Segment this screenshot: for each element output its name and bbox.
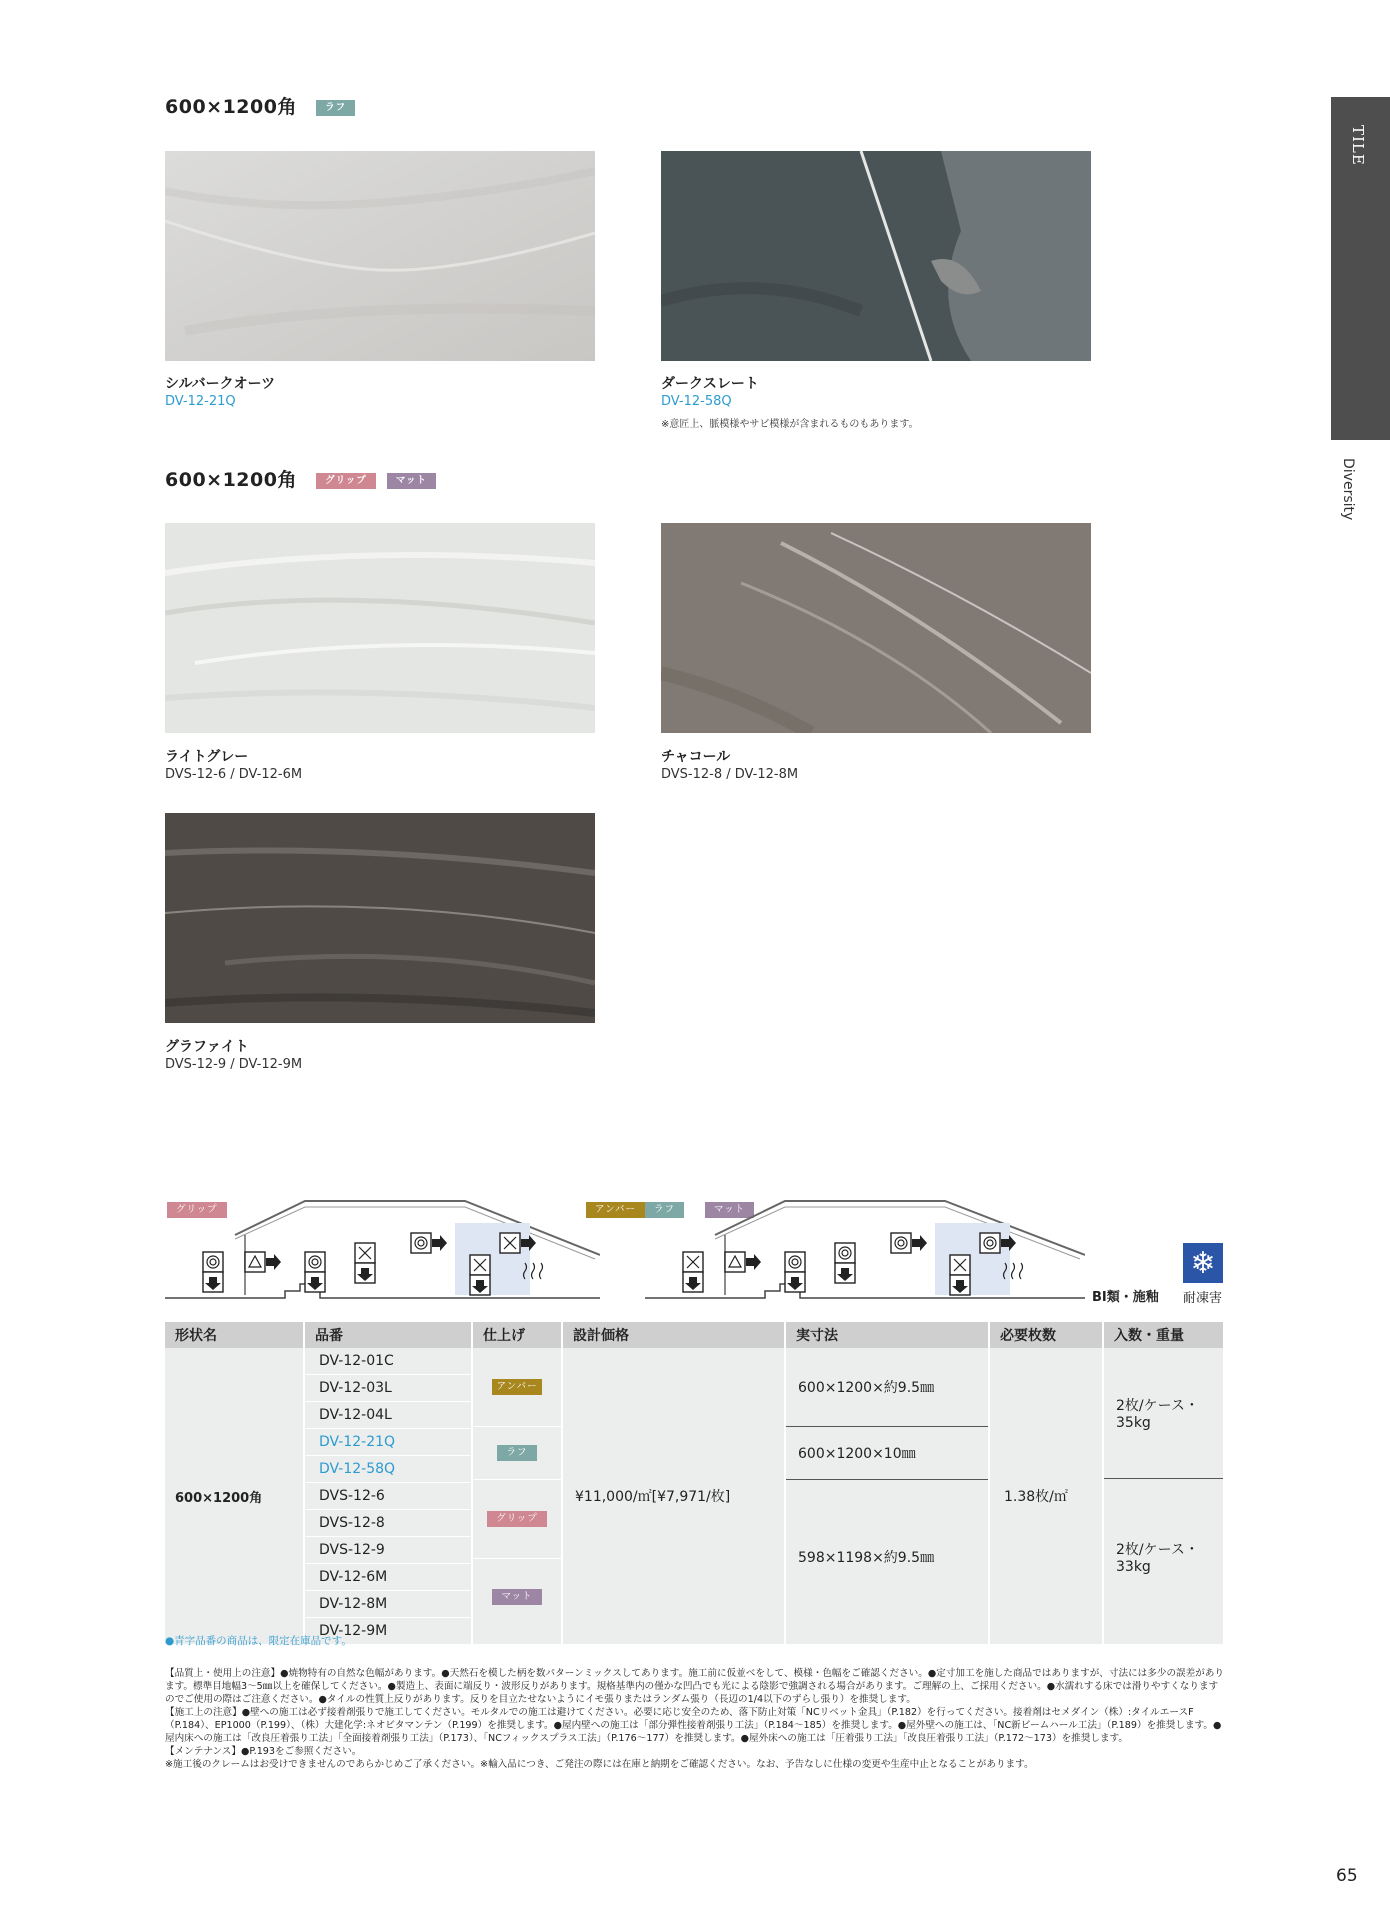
tile-swatch-silver-quartz [165,151,595,361]
tile-swatch-dark-slate [661,151,1091,361]
side-tab-label: TILE [1349,125,1367,166]
packing-value: 2枚/ケース・33kg [1116,1541,1199,1575]
table-code: DV-12-9M [319,1623,388,1639]
usage-tag-grip: グリップ [167,1202,227,1218]
size-cell [785,1348,989,1644]
tile-swatch-light-grey [165,523,595,733]
shape-cell: 600×1200角 [165,1348,304,1644]
finish-tag-grip: グリップ [316,473,376,489]
product-note: ※意匠上、脈模様やサビ模様が含まれるものもあります。 [661,419,919,430]
finish-tag-rough: ラフ [316,100,355,116]
product-name: グラファイト [165,1039,249,1055]
col-header-size: 実寸法 [785,1322,989,1348]
section-title: 600×1200角 グリップ マット [165,465,436,492]
table-code: DV-12-6M [305,1564,471,1591]
finish-tag-matt: マット [387,473,436,489]
finish-tag-amber: アンバー [492,1379,543,1395]
usage-tag-amber: アンバー [586,1202,645,1218]
notes-disclaimer: ※施工後のクレームはお受けできませんのであらかじめご了承ください。※輸入品につき、ご発注の際には在庫と納期をご確認ください。なお、予告なしに仕様の変更や生産中止となることがあります。 [165,1759,1034,1770]
product-code: DVS-12-6 / DV-12-6M [165,767,303,782]
size-value: 600×1200×10㎜ [786,1427,988,1480]
col-header-finish: 仕上げ [472,1322,562,1348]
spec-table [165,1322,1223,1644]
table-code: DV-12-04L [305,1402,471,1429]
finish-tag-matt: マット [492,1589,541,1605]
product-code: DVS-12-8 / DV-12-8M [661,767,799,782]
page-number: 65 [1336,1866,1358,1886]
col-header-price: 設計価格 [562,1322,785,1348]
tile-swatch-charcoal [661,523,1091,733]
size-value: 600×1200×約9.5㎜ [786,1348,988,1427]
product-name: シルバークオーツ [165,376,276,392]
table-code: DVS-12-9 [305,1537,471,1564]
usage-diagram-right [645,1195,1085,1305]
product-name: チャコール [661,749,731,765]
col-header-packing: 入数・重量 [1103,1322,1223,1348]
size-value: 598×1198×約9.5㎜ [798,1550,935,1566]
notes-maintenance: 【メンテナンス】●P.193をご参照ください。 [165,1746,362,1757]
table-code: DV-12-8M [305,1591,471,1618]
section-title: 600×1200角 ラフ [165,92,355,119]
table-code-limited: DV-12-58Q [305,1456,471,1483]
table-code-limited: DV-12-21Q [305,1429,471,1456]
packing-value: 2枚/ケース・35kg [1104,1348,1223,1479]
required-cell: 1.38枚/㎡ [989,1348,1103,1644]
table-code: DVS-12-8 [305,1510,471,1537]
price-cell: ¥11,000/㎡[¥7,971/枚] [562,1348,785,1644]
notes-construction: 【施工上の注意】●壁への施工は必ず接着剤張りで施工してください。モルタルでの施工は避けてください。必要に応じ安全のため、落下防止対策「NCリベット金具」（P.182）を行ってください。接着剤はセメダイン（株）:タイルエースF（P.184）、EP1000（P.199）、（株）大建化学:ネオビタマンテン（P.199）を推奨します。●屋内壁への施工は「部分弾性接着剤張り工法」（P.184〜185）を推奨します。●屋外壁への施工は、「NC新ビームハール工法」（P.189）を推奨します。●屋内床への施工は「改良圧着張り工法」「全面接着剤張り工法」（P.173）、「NCフィックスプラス工法」（P.176〜177）を推奨します。●屋外床への施工は「圧着張り工法」「改良圧着張り工法」（P.172〜173）を推奨します。 [165,1707,1222,1744]
col-header-required: 必要枚数 [989,1322,1103,1348]
packing-cell [1103,1348,1223,1644]
col-header-code: 品番 [304,1322,472,1348]
table-code: DV-12-01C [305,1348,471,1375]
finish-cell [472,1348,562,1644]
table-code: DVS-12-6 [305,1483,471,1510]
product-name: ライトグレー [165,749,249,765]
usage-tag-matt: マット [705,1202,754,1218]
finish-tag-rough: ラフ [497,1445,536,1461]
notes-block [165,1667,1225,1771]
product-code: DV-12-58Q [661,394,732,409]
table-code: DV-12-03L [305,1375,471,1402]
product-code: DV-12-21Q [165,394,236,409]
tile-swatch-graphite [165,813,595,1023]
snowflake-icon: ❄ [1183,1243,1223,1283]
series-label: Diversity [1340,458,1356,521]
col-header-shape: 形状名 [165,1322,304,1348]
side-tab [1331,97,1390,440]
body-classification: BⅠ類・施釉 [1092,1290,1159,1305]
usage-diagram-left [165,1195,600,1305]
table-note: ●青字品番の商品は、限定在庫品です。 [165,1635,352,1647]
usage-tag-rough: ラフ [645,1202,684,1218]
product-code: DVS-12-9 / DV-12-9M [165,1057,303,1072]
code-list [304,1348,472,1644]
notes-quality: 【品質上・使用上の注意】●焼物特有の自然な色幅があります。●天然石を模した柄を数パターンミックスしてあります。施工前に仮並べをして、模様・色幅をご確認ください。●定寸加工を施した商品ではありますが、寸法には多少の誤差があります。標準目地幅3〜5㎜以上を確保してください。●製造上、表面に端反り・波形反りがあります。規格基準内の僅かな凹凸でも光による陰影で強調される場合があります。ご理解の上、ご採用ください。●水濡れする床では滑りやすくなりますのでご使用の際はご注意ください。●タイルの性質上反りがあります。反りを目立たせないようにイモ張りまたはランダム張り（長辺の1/4以下のずらし張り）を推奨します。 [165,1668,1225,1705]
finish-tag-grip: グリップ [487,1511,547,1527]
frost-resistance-label: 耐凍害 [1183,1291,1223,1306]
product-name: ダークスレート [661,376,759,392]
